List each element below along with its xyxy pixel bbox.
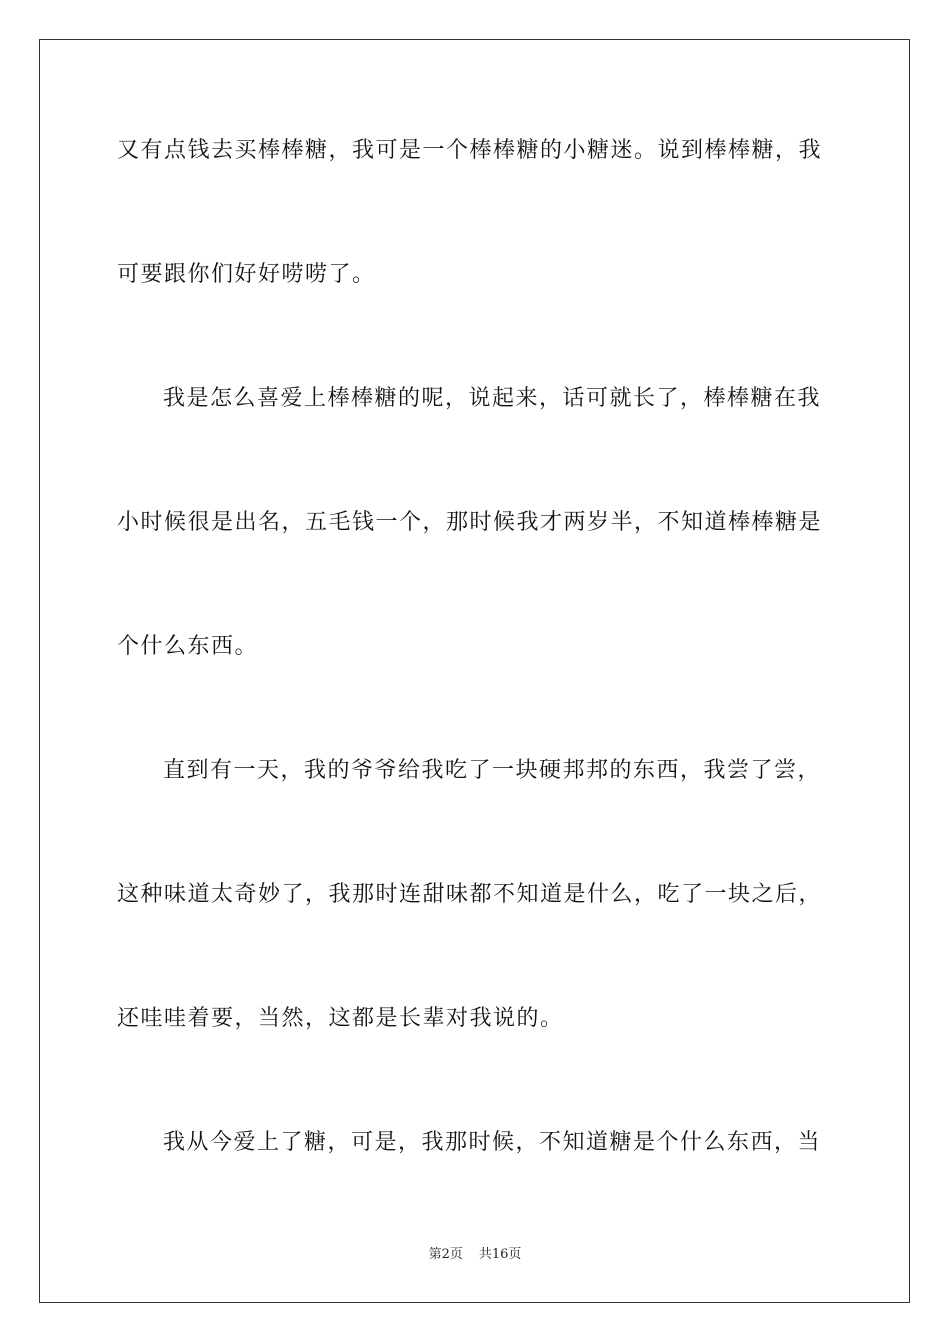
text-line: 个什么东西。 xyxy=(117,634,259,659)
page-border xyxy=(39,39,910,1303)
paragraph-start-line: 我是怎么喜爱上棒棒糖的呢，说起来，话可就长了，棒棒糖在我 xyxy=(163,386,822,411)
text-line: 可要跟你们好好唠唠了。 xyxy=(117,262,376,287)
page-total: 共16页 xyxy=(478,1247,522,1262)
text-line: 还哇哇着要，当然，这都是长辈对我说的。 xyxy=(117,1006,564,1031)
page-number: 第2页 xyxy=(428,1247,463,1262)
page-footer xyxy=(0,1246,950,1264)
paragraph-start-line: 直到有一天，我的爷爷给我吃了一块硬邦邦的东西，我尝了尝， xyxy=(163,758,822,783)
text-line: 小时候很是出名，五毛钱一个，那时候我才两岁半，不知道棒棒糖是 xyxy=(117,510,823,535)
paragraph-start-line: 我从今爱上了糖，可是，我那时候，不知道糖是个什么东西，当 xyxy=(163,1130,822,1155)
text-line: 又有点钱去买棒棒糖，我可是一个棒棒糖的小糖迷。说到棒棒糖，我 xyxy=(117,138,823,163)
text-line: 这种味道太奇妙了，我那时连甜味都不知道是什么，吃了一块之后， xyxy=(117,882,823,907)
